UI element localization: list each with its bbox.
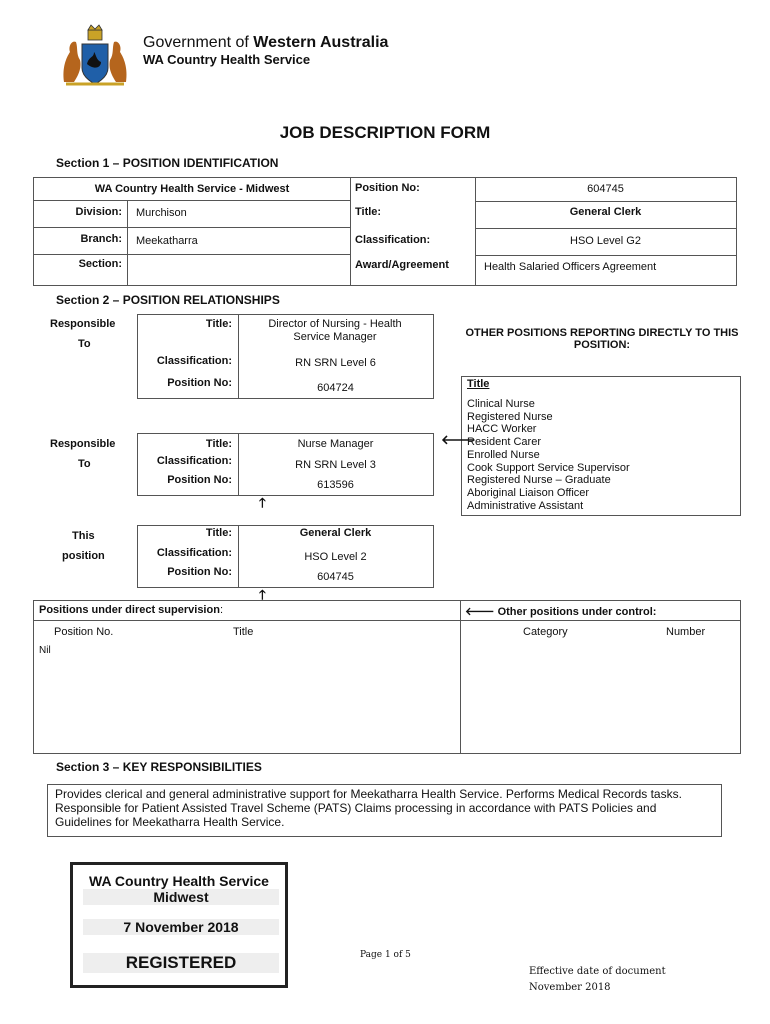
box3-classification: HSO Level 2 (304, 551, 367, 563)
box1-position-no: 604724 (317, 382, 354, 394)
position-no-label: Position No: (355, 182, 420, 194)
government-name: Government of Western Australia (143, 34, 389, 51)
list-item: Enrolled Nurse (467, 448, 540, 461)
branch-label: Branch: (80, 233, 122, 245)
other-positions-list (467, 398, 630, 512)
crest-logo (56, 24, 134, 88)
section1-heading: Section 1 – POSITION IDENTIFICATION (56, 156, 279, 170)
page-title: JOB DESCRIPTION FORM (279, 123, 491, 142)
other-positions-heading: OTHER POSITIONS REPORTING DIRECTLY TO THIS POSITION: (465, 327, 739, 351)
stamp-status: REGISTERED (83, 953, 279, 973)
division-value: Murchison (136, 207, 187, 219)
list-item: Aboriginal Liaison Officer (467, 486, 590, 499)
responsible-label-2: Responsible (50, 438, 116, 450)
stamp-line1: WA Country Health Service (89, 873, 269, 889)
box2-title-label: Title: (205, 438, 232, 450)
list-item: Clinical Nurse (467, 398, 535, 410)
key-responsibilities-text: Provides clerical and general administrative support for Meekatharra Health Service. Performs Medical Records tasks. Responsible for Patient Assisted Travel Scheme (PATS) Claims processing in accordance with PATS Policies and Guidelines for Meekatharra Health Service. (55, 787, 682, 829)
box3-classification-label: Classification: (156, 547, 232, 559)
section2-heading: Section 2 – POSITION RELATIONSHIPS (56, 293, 280, 307)
this-label: This (72, 530, 95, 542)
page-number: Page 1 of 5 (360, 950, 411, 960)
box2-position-no-label: Position No: (167, 474, 232, 486)
col-number: Number (666, 626, 706, 638)
registered-stamp (70, 862, 288, 988)
responsible-label-1: Responsible (50, 318, 116, 330)
box1-title: Director of Nursing - Health Service Manager (268, 318, 402, 343)
stamp-line2: Midwest (83, 889, 279, 905)
arrow-left-icon: 🡐 (441, 432, 476, 447)
box1-position-no-label: Position No: (167, 377, 232, 389)
box2-classification: RN SRN Level 3 (295, 459, 376, 471)
org-name: WA Country Health Service - Midwest (94, 183, 290, 195)
list-item: HACC Worker (467, 423, 537, 436)
box3-position-no: 604745 (317, 571, 354, 583)
under-supervision-heading: Positions under direct supervision: (39, 604, 223, 616)
box3-title-label: Title: (205, 527, 232, 539)
section3-heading: Section 3 – KEY RESPONSIBILITIES (56, 760, 262, 774)
effective-date: November 2018 (529, 982, 611, 993)
list-item: Registered Nurse (467, 410, 553, 423)
list-item: Administrative Assistant (467, 499, 584, 512)
col-position-no: Position No. (54, 626, 114, 638)
to-label-2: To (78, 458, 91, 470)
stamp-date: 7 November 2018 (83, 919, 279, 935)
supervision-table (33, 600, 741, 754)
title-value: General Clerk (569, 206, 642, 218)
list-item: Resident Carer (467, 436, 541, 449)
box2-classification-label: Classification: (156, 455, 232, 467)
position-label: position (62, 550, 105, 562)
other-title-label: Title (467, 378, 490, 390)
box1-classification: RN SRN Level 6 (295, 357, 376, 369)
col-title: Title (233, 626, 254, 638)
arrow-up-icon: 🡑 (259, 587, 266, 602)
to-label-1: To (78, 338, 91, 350)
classification-label: Classification: (355, 234, 431, 246)
list-item: Registered Nurse – Graduate (467, 474, 611, 487)
service-name: WA Country Health Service (143, 52, 311, 67)
arrow-up-icon: 🡑 (259, 495, 266, 510)
effective-label: Effective date of document (529, 966, 666, 977)
under-value: Nil (39, 645, 51, 656)
position-no-value: 604745 (587, 183, 624, 195)
other-under-control-heading: 🡐 Other positions under control: (465, 606, 657, 618)
box3-position-no-label: Position No: (167, 566, 232, 578)
box1-classification-label: Classification: (156, 355, 232, 367)
box2-title: Nurse Manager (297, 438, 374, 450)
box1-title-label: Title: (205, 318, 232, 330)
list-item: Cook Support Service Supervisor (467, 461, 630, 474)
box3-title: General Clerk (299, 527, 372, 539)
award-label: Award/Agreement (355, 259, 449, 271)
arrow-left-icon: 🡐 (465, 606, 495, 618)
box2-position-no: 613596 (317, 479, 354, 491)
branch-value: Meekatharra (136, 235, 198, 247)
classification-value: HSO Level G2 (570, 235, 641, 247)
section-label: Section: (78, 258, 122, 270)
division-label: Division: (75, 206, 122, 218)
title-label: Title: (355, 206, 382, 218)
col-category: Category (523, 626, 568, 638)
award-value: Health Salaried Officers Agreement (484, 261, 657, 273)
